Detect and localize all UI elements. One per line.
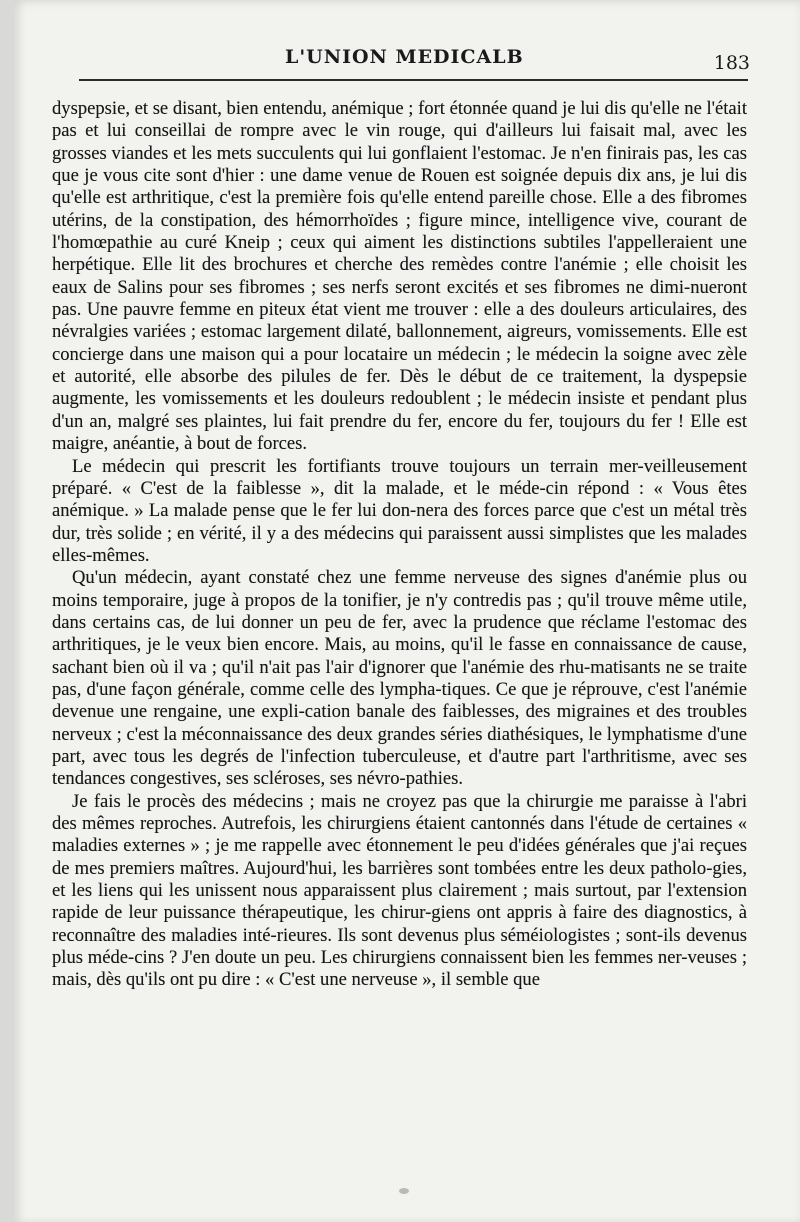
paragraph-2: Le médecin qui prescrit les fortifiants trouve toujours un terrain mer-veilleusement préparé. « C'est de la faiblesse », dit la malade, et le méde-cin répond : « Vous êtes anémique. » La malade pense que le fer lui don-nera des forces parce que c'est un métal très dur, très solide ; en vérité, il y a des médecins qui paraissent aussi simplistes que les malades elles-mêmes.	[52, 455, 747, 566]
paragraph-3: Qu'un médecin, ayant constaté chez une femme nerveuse des signes d'anémie plus ou moins temporaire, juge à propos de la tonifier, je n'y contredis pas ; qu'il trouve même utile, dans certains cas, de lui donner un peu de fer, avec la prudence que réclame l'estomac des arthritiques, je le veux bien encore. Mais, au moins, qu'il le fasse en connaissance de cause, sachant bien où il va ; qu'il n'ait pas l'air d'ignorer que l'anémie des rhu-matisants ne se traite pas, d'une façon générale, comme celle des lympha-tiques. Ce que je réprouve, c'est l'anémie devenue une rengaine, une expli-cation banale des faiblesses, des migraines et des troubles nerveux ; c'est la méconnaissance des deux grandes séries diathésiques, le lymphatisme d'une part, avec tous les degrés de l'infection tuberculeuse, et d'autre part l'arthritisme, avec ses tendances congestives, ses scléroses, ses névro-pathies.	[52, 567, 747, 790]
print-speck	[399, 1188, 409, 1194]
paragraph-1: dyspepsie, et se disant, bien entendu, anémique ; fort étonnée quand je lui dis qu'elle ne l'était pas et lui conseillai de rompre avec le vin rouge, qui d'ailleurs lui faisait mal, avec les grosses viandes et les mets succulents qui lui gonflaient l'estomac. Je n'en finirais pas, les cas que je vous cite sont d'hier : une dame venue de Rouen est soignée depuis dix ans, je lui dis qu'elle est arthritique, c'est la première fois qu'elle entend pareille chose. Elle a des fibromes utérins, de la constipation, des hémorrhoïdes ; figure mince, intelligence vive, courant de l'homœpathie au curé Kneip ; ceux qui aiment les distinctions subtiles l'appelleraient une herpétique. Elle lit des brochures et cherche des remèdes contre l'anémie ; elle choisit les eaux de Salins pour ses fibromes ; ses nerfs seront excités et ses fibromes ne dimi-nueront pas. Une pauvre femme en piteux état vient me trouver : elle a des douleurs articulaires, des névralgies variées ; estomac largement dilaté, ballonnement, aigreurs, vomissements. Elle est concierge dans une maison qui a pour locataire un médecin ; le médecin la soigne avec zèle et autorité, elle absorbe des pilules de fer. Dès le début de ce traitement, la dyspepsie augmente, les vomissements et les douleurs redoublent ; le médecin insiste et pendant plus d'un an, malgré ses plaintes, lui fait prendre du fer, encore du fer, toujours du fer ! Elle est maigre, anéantie, à bout de forces.	[52, 98, 747, 455]
page-number: 183	[713, 52, 750, 74]
body-text	[52, 98, 747, 992]
header-rule	[79, 79, 748, 81]
book-page	[14, 0, 800, 1222]
running-head	[14, 46, 800, 76]
journal-title: L'UNION MEDICALB	[285, 46, 524, 68]
paragraph-4: Je fais le procès des médecins ; mais ne croyez pas que la chirurgie me paraisse à l'abri des mêmes reproches. Autrefois, les chirurgiens étaient cantonnés dans l'étude de certaines « maladies externes » ; je me rappelle avec étonnement le peu d'idées générales que j'ai reçues de mes premiers maîtres. Aujourd'hui, les barrières sont tombées entre les deux patholo-gies, et les liens qui les unissent nous apparaissent plus clairement ; mais surtout, par l'extension rapide de leur puissance thérapeutique, les chirur-giens ont appris à faire des diagnostics, à reconnaître des maladies inté-rieures. Ils sont devenus plus séméiologistes ; sont-ils devenus plus méde-cins ? J'en doute un peu. Les chirurgiens connaissent bien les femmes ner-veuses ; mais, dès qu'ils ont pu dire : « C'est une nerveuse », il semble que	[52, 790, 747, 991]
